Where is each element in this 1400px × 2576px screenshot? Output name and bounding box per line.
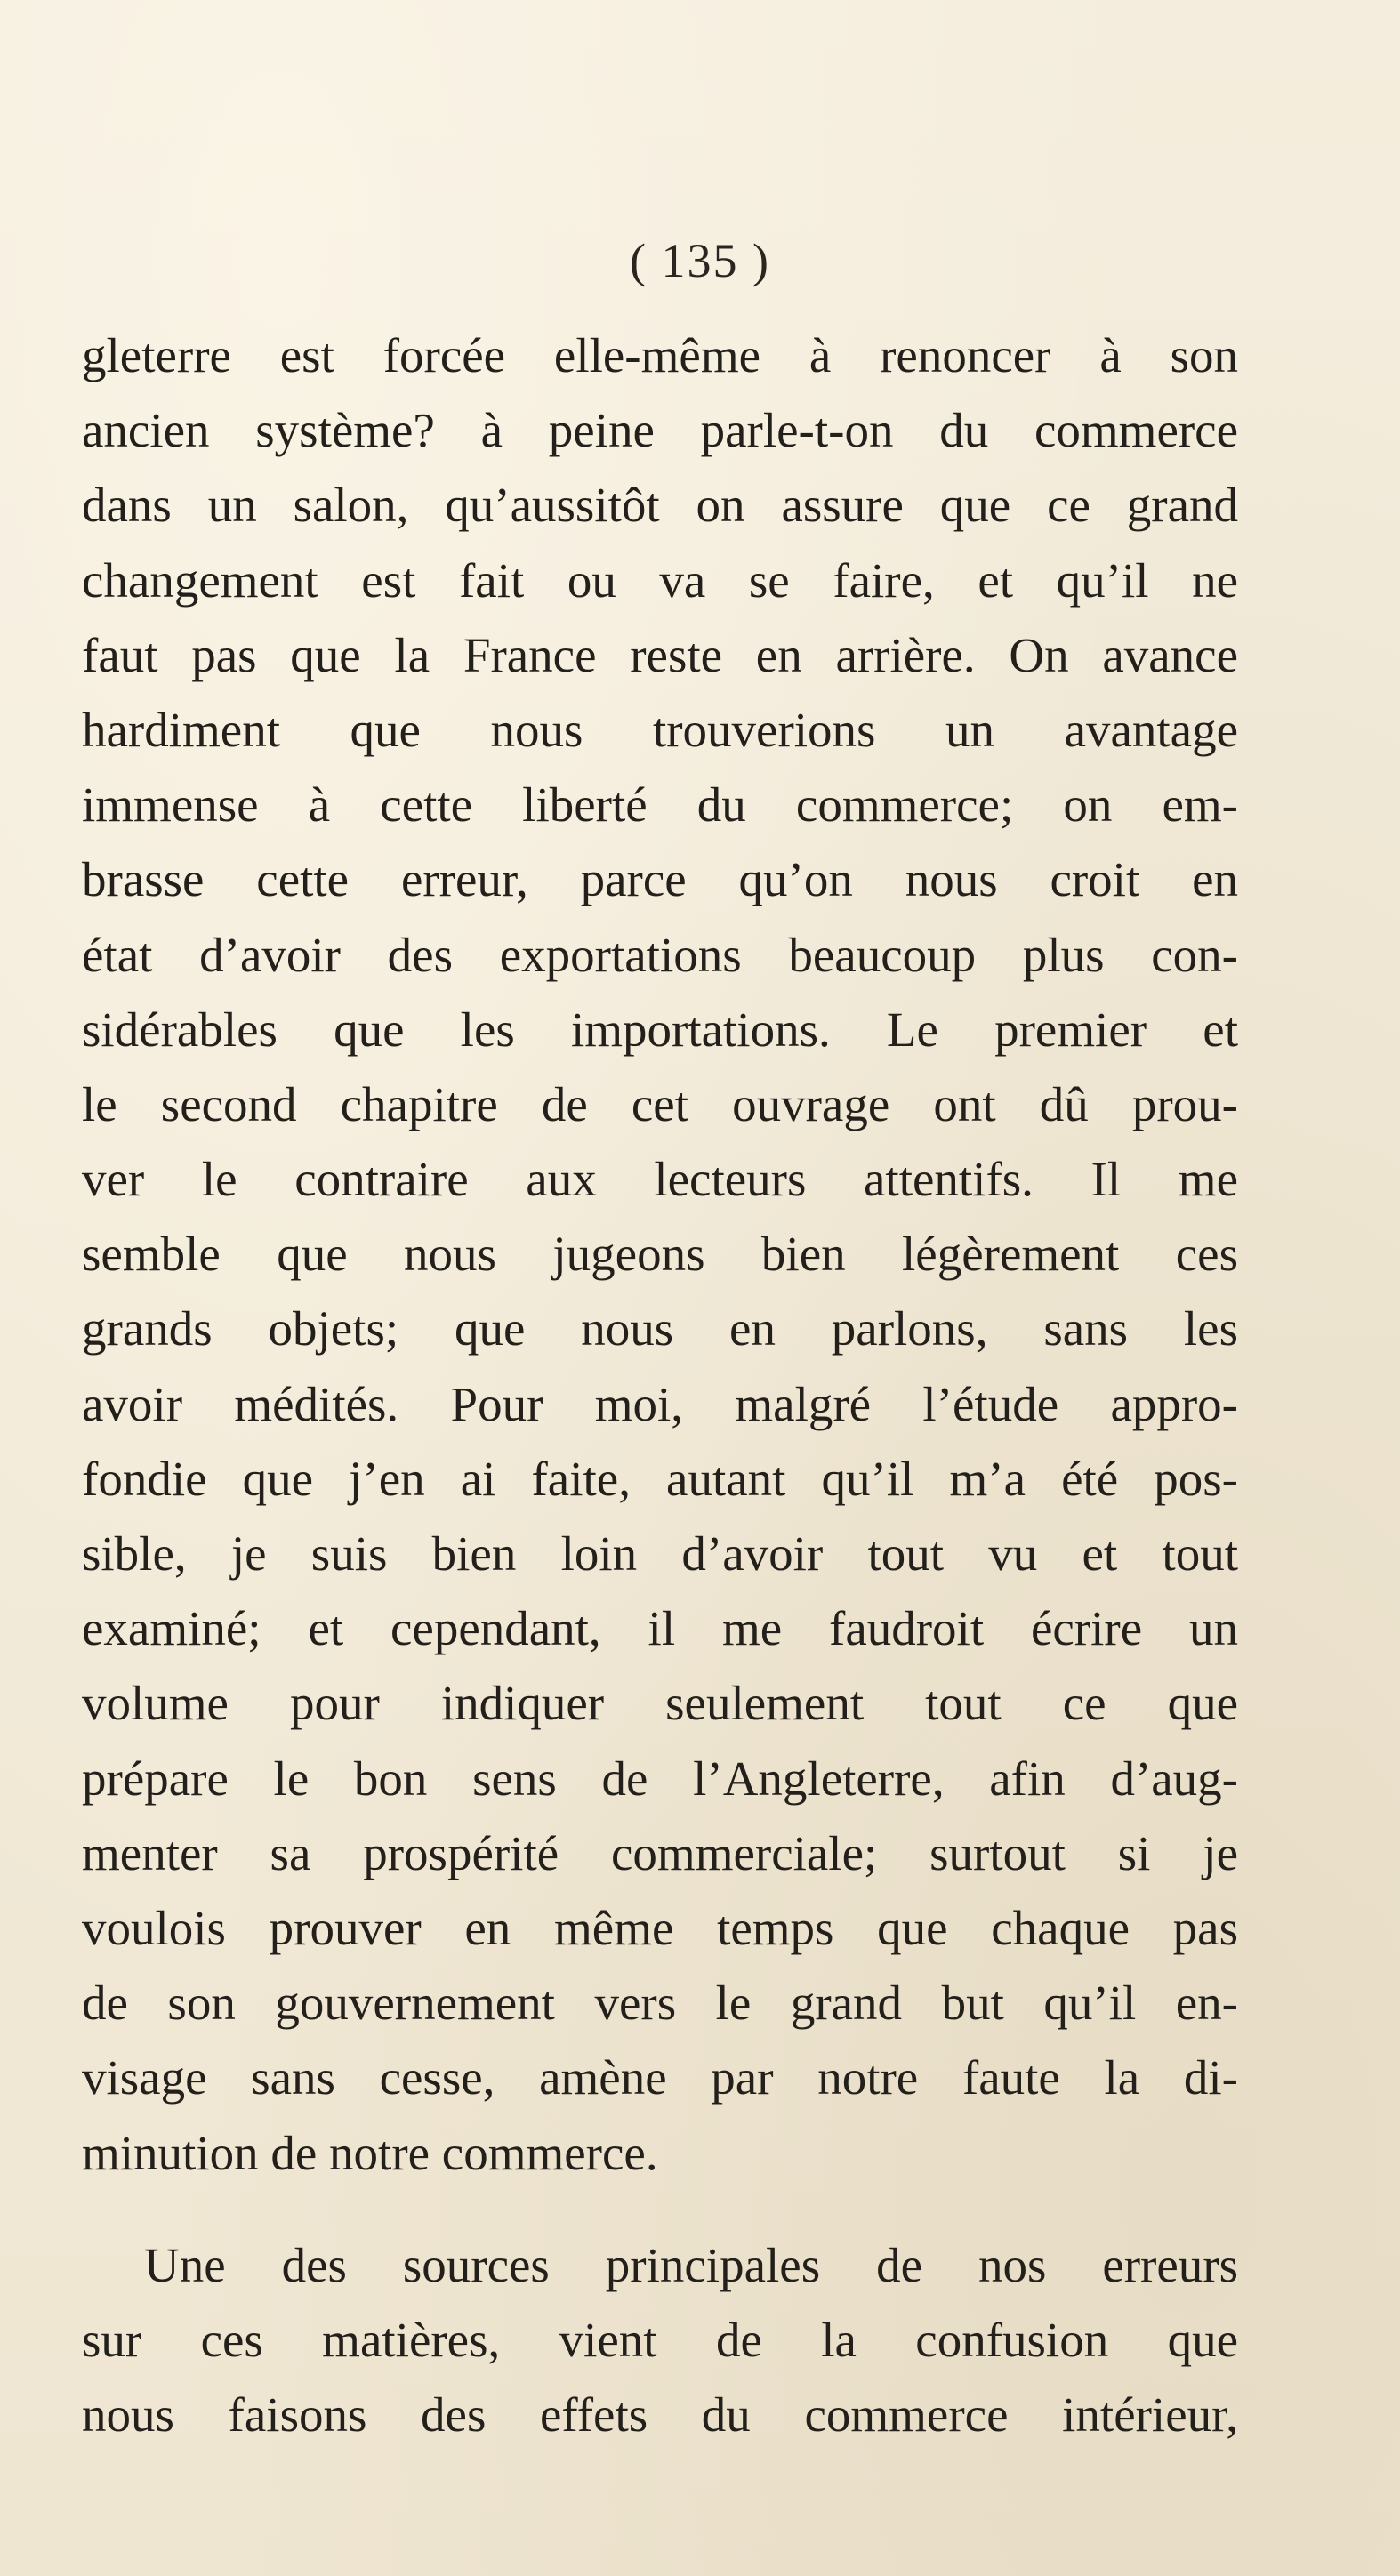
text-line: hardiment que nous trouverions un avantage bbox=[82, 702, 1238, 757]
text-line: Une des sources principales de nos erreurs bbox=[144, 2237, 1238, 2292]
text-line: menter sa prospérité commerciale; surtout si je bbox=[82, 1825, 1238, 1880]
text-line: fondie que j’en ai faite, autant qu’il m’a été pos- bbox=[82, 1451, 1238, 1506]
body-text bbox=[82, 318, 1238, 2452]
text-line: semble que nous jugeons bien légèrement ces bbox=[82, 1227, 1238, 1282]
paragraph-spacer bbox=[82, 2191, 1238, 2228]
text-line: ver le contraire aux lecteurs attentifs. Il me bbox=[82, 1152, 1238, 1207]
text-line: avoir médités. Pour moi, malgré l’étude appro- bbox=[82, 1376, 1238, 1431]
text-line: brasse cette erreur, parce qu’on nous croit en bbox=[82, 852, 1238, 907]
text-line: sidérables que les importations. Le premier et bbox=[82, 1002, 1238, 1057]
text-line: grands objets; que nous en parlons, sans les bbox=[82, 1301, 1238, 1356]
text-line: voulois prouver en même temps que chaque pas bbox=[82, 1900, 1238, 1955]
paragraph-2 bbox=[82, 2228, 1238, 2453]
text-line: dans un salon, qu’aussitôt on assure que ce grand bbox=[82, 478, 1238, 533]
text-line: gleterre est forcée elle-même à renoncer à son bbox=[82, 328, 1238, 382]
text-line: faut pas que la France reste en arrière. On avance bbox=[82, 627, 1238, 682]
text-line: changement est fait ou va se faire, et qu’il ne bbox=[82, 552, 1238, 608]
text-line: visage sans cesse, amène par notre faute la di- bbox=[82, 2050, 1238, 2105]
text-line: état d’avoir des exportations beaucoup plus con- bbox=[82, 927, 1238, 982]
text-line: volume pour indiquer seulement tout ce que bbox=[82, 1676, 1238, 1731]
text-line: immense à cette liberté du commerce; on em- bbox=[82, 777, 1238, 833]
text-line: examiné; et cependant, il me faudroit écrire un bbox=[82, 1601, 1238, 1656]
text-line: nous faisons des effets du commerce intérieur, bbox=[82, 2387, 1238, 2443]
text-line: minution de notre commerce. bbox=[82, 2125, 658, 2180]
text-line: le second chapitre de cet ouvrage ont dû prou- bbox=[82, 1076, 1238, 1131]
text-line: sible, je suis bien loin d’avoir tout vu et tout bbox=[82, 1526, 1238, 1581]
text-line: prépare le bon sens de l’Angleterre, afin d’aug- bbox=[82, 1751, 1238, 1806]
paragraph-1 bbox=[82, 318, 1238, 2191]
page-number: ( 135 ) bbox=[630, 234, 770, 287]
text-line: de son gouvernement vers le grand but qu’il en- bbox=[82, 1976, 1238, 2031]
text-line: sur ces matières, vient de la confusion que bbox=[82, 2312, 1238, 2367]
text-line: ancien système? à peine parle-t-on du commerce bbox=[82, 403, 1238, 458]
